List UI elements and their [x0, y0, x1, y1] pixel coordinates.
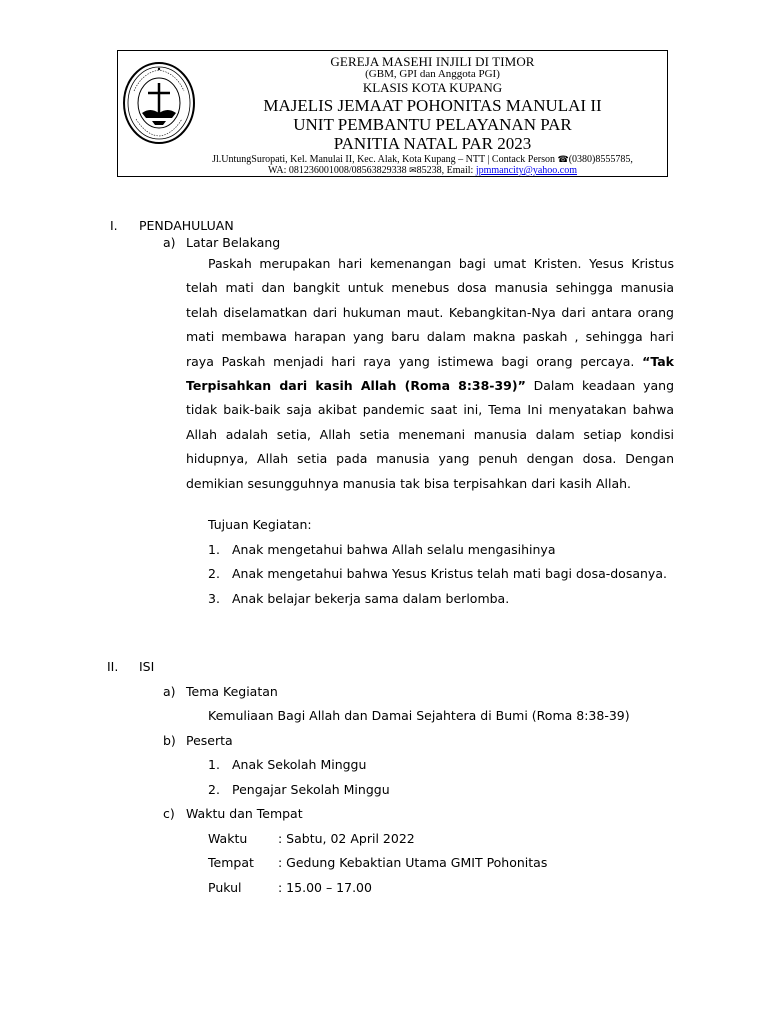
- goal-item: Anak mengetahui bahwa Yesus Kristus telah mati bagi dosa-dosanya.: [232, 566, 667, 581]
- detail-value: : Sabtu, 02 April 2022: [278, 831, 415, 846]
- detail-key: Tempat: [208, 855, 254, 870]
- section-1-numeral: I.: [110, 218, 118, 233]
- address-text: Jl.UntungSuropati, Kel. Manulai II, Kec. Alak, Kota Kupang – NTT | Contack Person: [212, 154, 558, 165]
- phone-icon: ☎: [557, 155, 569, 165]
- address-line: [118, 155, 667, 165]
- paragraph-text-2: Dalam keadaan yang tidak baik-baik saja akibat pandemic saat ini, Tema Ini menyatakan bahwa Allah adalah setia, Allah setia menemani manusia dalam setiap kondisi hidupnya, Allah setia pada manusia yang penuh dengan dosa. Dengan demikian sesungguhnya manusia tak bisa terpisahkan dari kasih Allah.: [186, 378, 675, 491]
- section-1-title: PENDAHULUAN: [139, 218, 234, 233]
- subsection-a-marker: a): [163, 235, 176, 250]
- wa-text: WA: 081236001008/08563829338: [268, 165, 410, 176]
- paragraph-theme: “Tak Terpisahkan dari kasih Allah (Roma 8:38-39)”: [186, 353, 674, 394]
- mail-icon: ✉: [409, 166, 417, 176]
- committee-name: PANITIA NATAL PAR 2023: [333, 134, 532, 153]
- goal-item: Anak belajar bekerja sama dalam berlomba.: [232, 591, 510, 606]
- contact-line: [118, 166, 667, 176]
- section-2-numeral: II.: [107, 659, 119, 674]
- code-text: 85238, Email:: [416, 165, 476, 176]
- church-affiliation: (GBM, GPI dan Anggota PGI): [365, 68, 500, 80]
- subsection-a-label: Latar Belakang: [186, 235, 281, 250]
- participants-label: Peserta: [186, 733, 233, 748]
- subsection-c-marker: c): [163, 806, 175, 821]
- goal-number: 2.: [208, 566, 220, 581]
- unit-name: UNIT PEMBANTU PELAYANAN PAR: [293, 115, 572, 134]
- participant-number: 1.: [208, 757, 220, 772]
- classis-name: KLASIS KOTA KUPANG: [362, 80, 503, 95]
- theme-label: Tema Kegiatan: [186, 684, 278, 699]
- subsection-a-marker: a): [163, 684, 176, 699]
- goal-item: Anak mengetahui bahwa Allah selalu mengasihinya: [232, 542, 556, 557]
- subsection-b-marker: b): [163, 733, 176, 748]
- participant-item: Pengajar Sekolah Minggu: [232, 782, 390, 797]
- time-place-label: Waktu dan Tempat: [186, 806, 303, 821]
- letterhead: [117, 50, 668, 177]
- participant-number: 2.: [208, 782, 220, 797]
- detail-key: Waktu: [208, 831, 248, 846]
- church-name: GEREJA MASEHI INJILI DI TIMOR: [330, 54, 535, 69]
- email-link[interactable]: jpmmancity@yahoo.com: [475, 165, 577, 176]
- paragraph-text-1: Paskah merupakan hari kemenangan bagi umat Kristen. Yesus Kristus telah mati dan bangkit untuk menebus dosa manusia sehingga manusia telah diselamatkan dari hukuman maut. Kebangkitan-Nya dari antara orang mati membawa harapan yang baru dalam makna paskah , sehingga hari raya Paskah menjadi hari raya yang istimewa bagi orang percaya.: [186, 256, 674, 369]
- background-paragraph: [186, 252, 674, 496]
- phone-number: (0380)8555785,: [568, 154, 633, 165]
- theme-content: Kemuliaan Bagi Allah dan Damai Sejahtera di Bumi (Roma 8:38-39): [208, 708, 630, 723]
- participant-item: Anak Sekolah Minggu: [232, 757, 367, 772]
- goals-title: Tujuan Kegiatan:: [208, 517, 312, 532]
- detail-key: Pukul: [208, 880, 242, 895]
- section-2-title: ISI: [139, 659, 155, 674]
- goal-number: 3.: [208, 591, 220, 606]
- detail-value: : 15.00 – 17.00: [278, 880, 372, 895]
- detail-value: : Gedung Kebaktian Utama GMIT Pohonitas: [278, 855, 548, 870]
- goal-number: 1.: [208, 542, 220, 557]
- congregation-name: MAJELIS JEMAAT POHONITAS MANULAI II: [263, 96, 602, 115]
